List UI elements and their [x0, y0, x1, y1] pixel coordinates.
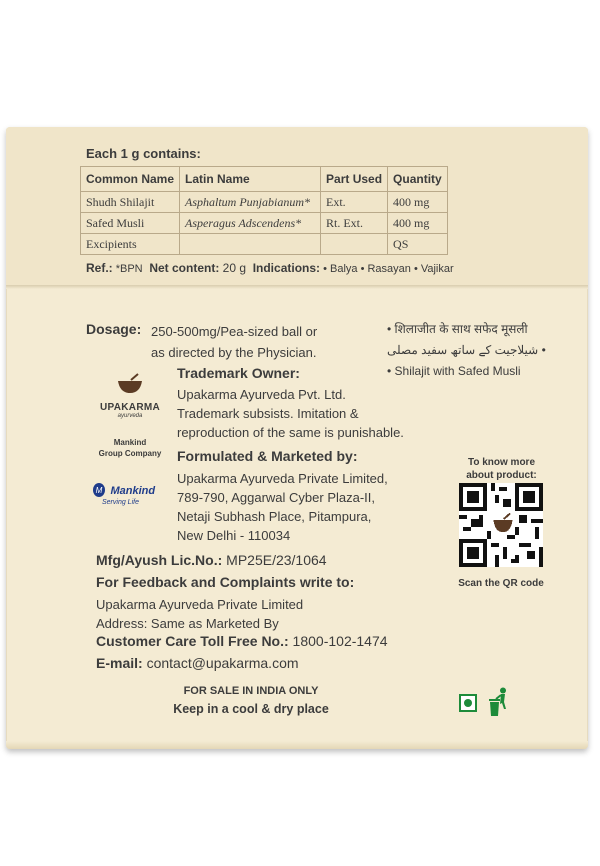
address-line: Netaji Subhash Place, Pitampura,: [177, 509, 372, 524]
formulated-address: [177, 469, 388, 545]
reference-line: [86, 261, 454, 275]
qr-caption: Scan the QR code: [458, 578, 544, 589]
trademark-line: Upakarma Ayurveda Pvt. Ltd.: [177, 387, 346, 402]
svg-text:M: M: [95, 485, 103, 495]
table-cell: Safed Musli: [81, 213, 180, 234]
table-header: Quantity: [388, 167, 448, 192]
table-cell: 400 mg: [388, 213, 448, 234]
trademark-text: [177, 385, 404, 442]
qr-prompt: [454, 456, 549, 482]
table-cell: Rt. Ext.: [321, 213, 388, 234]
upakarma-logo: [98, 373, 162, 419]
dustbin-icon: [484, 687, 512, 717]
group-line: Group Company: [98, 449, 162, 458]
net-content-value: 20 g: [219, 261, 247, 275]
table-cell: Shudh Shilajit: [81, 192, 180, 213]
customer-care: [96, 633, 388, 649]
mankind-wordmark: Mankind: [110, 485, 156, 497]
trademark-line: Trademark subsists. Imitation &: [177, 406, 359, 421]
address-line: Upakarma Ayurveda Private Limited,: [177, 471, 388, 486]
indications-label: Indications:: [252, 261, 321, 275]
sale-notice: FOR SALE IN INDIA ONLY: [183, 685, 319, 697]
email-value: contact@upakarma.com: [142, 655, 299, 671]
mankind-logo-icon: [92, 482, 106, 498]
dosage-label: Dosage:: [86, 321, 142, 337]
table-cell: [321, 234, 388, 255]
customer-care-number: 1800-102-1474: [288, 633, 388, 649]
ref-value: *BPN: [112, 263, 143, 275]
indications-value: • Balya • Rasayan • Vajikar: [320, 263, 454, 275]
group-line: Mankind: [113, 438, 147, 447]
box-lid: [6, 127, 588, 286]
product-box-back: [6, 127, 588, 749]
mfg-label: Mfg/Ayush Lic.No.:: [96, 552, 223, 568]
address-line: New Delhi - 110034: [177, 528, 291, 543]
feedback-line: Upakarma Ayurveda Private Limited: [96, 597, 304, 612]
table-header: Common Name: [81, 167, 180, 192]
trademark-line: reproduction of the same is punishable.: [177, 425, 404, 440]
bullet-english: • Shilajit with Safed Musli: [387, 364, 521, 378]
qr-prompt-line: about product:: [466, 470, 537, 481]
dosage-line: 250-500mg/Pea-sized ball or: [151, 324, 318, 339]
email-label: E-mail:: [96, 655, 143, 671]
table-header: Part Used: [321, 167, 388, 192]
upakarma-sub: ayurveda: [117, 413, 143, 419]
group-company: [92, 437, 168, 459]
feedback-line: Address: Same as Marketed By: [96, 616, 279, 631]
product-bullets: [387, 319, 546, 382]
table-cell: QS: [388, 234, 448, 255]
table-row: [81, 192, 448, 213]
bowl-logo-icon: [116, 373, 144, 395]
table-cell: Ext.: [321, 192, 388, 213]
lid-shadow: [6, 285, 588, 289]
mankind-logo: [92, 481, 172, 506]
veg-mark-icon: [459, 694, 477, 712]
net-content-label: Net content:: [149, 261, 220, 275]
mfg-license: [96, 552, 327, 568]
composition-table: [80, 166, 448, 255]
dosage-text: [151, 321, 317, 363]
table-cell: Asperagus Adscendens*: [180, 213, 321, 234]
feedback-heading: For Feedback and Complaints write to:: [96, 574, 355, 590]
table-header-row: [81, 167, 448, 192]
table-row: [81, 234, 448, 255]
mankind-tagline: Serving Life: [102, 499, 139, 506]
bullet-hindi: • शिलाजीत के साथ सफेद मूसली: [387, 322, 528, 336]
table-row: [81, 213, 448, 234]
storage-notice: Keep in a cool & dry place: [173, 702, 329, 716]
table-cell: 400 mg: [388, 192, 448, 213]
table-cell: Excipients: [81, 234, 180, 255]
address-line: 789-790, Aggarwal Cyber Plaza-II,: [177, 490, 375, 505]
feedback-text: [96, 595, 303, 633]
qr-prompt-line: To know more: [467, 457, 536, 468]
trademark-heading: Trademark Owner:: [177, 365, 300, 381]
box-bottom-edge: [6, 741, 588, 749]
mfg-value: MP25E/23/1064: [222, 552, 327, 568]
email: [96, 655, 299, 671]
dosage-line: as directed by the Physician.: [151, 345, 317, 360]
table-cell: [180, 234, 321, 255]
formulated-heading: Formulated & Marketed by:: [177, 448, 358, 464]
upakarma-wordmark: UPAKARMA: [100, 402, 160, 413]
ref-label: Ref.:: [86, 261, 113, 275]
composition-heading: Each 1 g contains:: [86, 146, 201, 161]
table-cell: Asphaltum Punjabianum*: [180, 192, 321, 213]
table-header: Latin Name: [180, 167, 321, 192]
qr-code-icon[interactable]: [459, 483, 543, 567]
customer-care-label: Customer Care Toll Free No.:: [96, 633, 289, 649]
bullet-urdu: شیلاجیت کے ساتھ سفید مصلی •: [387, 343, 546, 357]
